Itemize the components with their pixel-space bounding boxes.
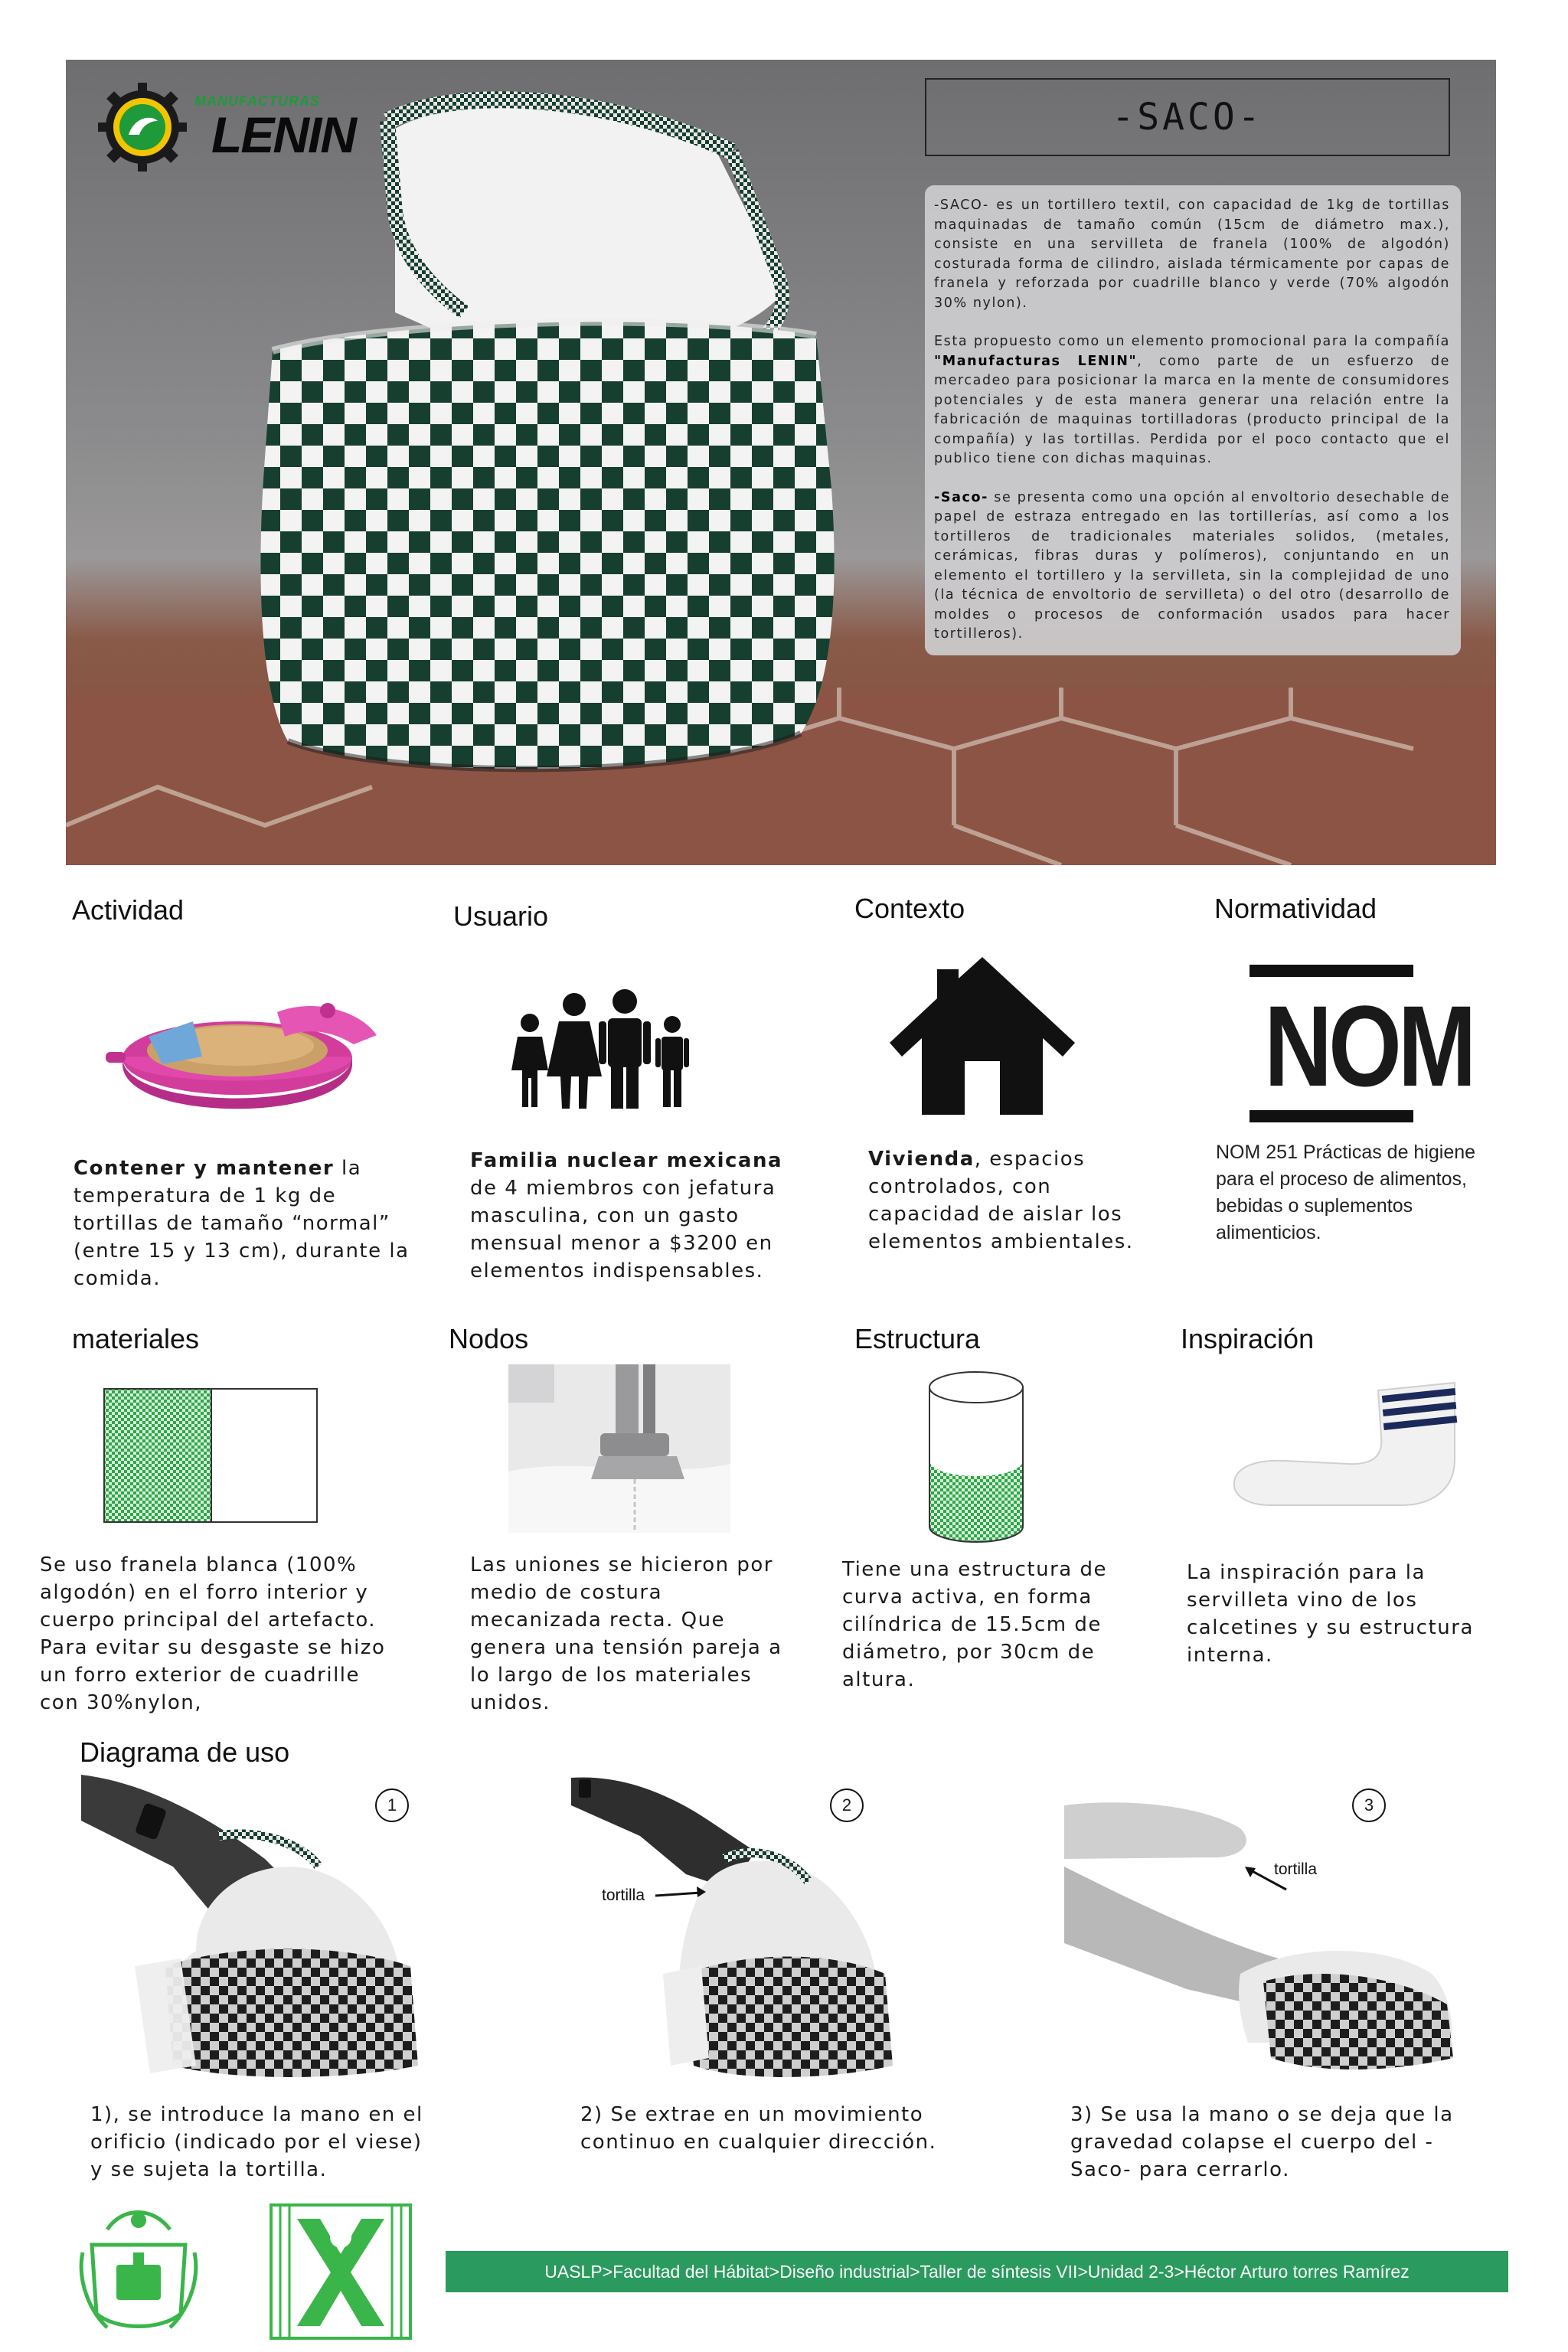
heading-materiales: materiales	[72, 1323, 200, 1354]
text-estructura: Tiene una estructura de curva activa, en forma cilíndrica de 15.5cm de diámetro, por 30cm de altura.	[842, 1558, 1107, 1691]
logo-small-text: MANUFACTURAS	[194, 93, 320, 109]
lenin-logo	[96, 72, 357, 194]
text-normatividad: NOM 251 Prácticas de higiene para el proceso de alimentos, bebidas o suplementos alimenticios.	[1216, 1142, 1476, 1243]
hero-photo	[66, 60, 1496, 865]
pink-tortillero-image	[101, 966, 377, 1132]
habitat-faculty-logo	[270, 2203, 412, 2340]
step-3-text: 3) Se usa la mano o se deja que la gravedad colapse el cuerpo del -Saco- para cerrarlo.	[1070, 2103, 1454, 2181]
step-2-text: 2) Se extrae en un movimiento continuo en cualquier dirección.	[580, 2103, 937, 2154]
gear-logo-icon	[96, 81, 188, 173]
logo-name-text: LENIN	[211, 106, 355, 163]
uaslp-crest-logo	[77, 2199, 201, 2335]
text-contexto: Vivienda, espacios controlados, con capacidad de aislar los elementos ambientales.	[868, 1148, 1134, 1253]
description-paragraph-3: -Saco- se presenta como una opción al envoltorio desechable de papel de estraza entregado en las tortillerías, así como a los tortilleros de tradicionales materiales solidos, (metales, cerámicas, fibras duras y polímeros), conjuntando en un elemento el tortillero y la servilleta, sin la complejidad de uno (la técnica de envoltorio de servilleta) o del otro (desarrollo de moldes o procesos de conformación usados para hacer tortilleros).	[934, 489, 1450, 642]
footer-breadcrumb: UASLP>Facultad del Hábitat>Diseño industrial>Taller de síntesis VII>Unidad 2-3>Héctor Arturo torres Ramírez	[544, 2261, 1410, 2282]
heading-contexto: Contexto	[854, 893, 965, 924]
sewing-machine-photo	[508, 1364, 730, 1533]
heading-usuario: Usuario	[453, 900, 549, 932]
nom-logo	[1250, 965, 1473, 1122]
family-icon	[507, 988, 698, 1110]
heading-nodos: Nodos	[449, 1323, 529, 1354]
heading-estructura: Estructura	[854, 1323, 981, 1354]
footer-breadcrumb-bar	[446, 2251, 1508, 2292]
cylinder-structure-icon	[925, 1369, 1027, 1547]
step-1-text: 1), se introduce la mano en el orificio (indicado por el viese) y se sujeta la tortilla.	[90, 2103, 423, 2181]
text-inspiracion: La inspiración para la servilleta vino de los calcetines y su estructura interna.	[1187, 1561, 1474, 1667]
step-1-photo	[81, 1775, 435, 2081]
step-2-photo	[571, 1775, 908, 2081]
description-paragraph-2: Esta propuesto como un elemento promocional para la compañía "Manufacturas LENIN", como parte de un esfuerzo de mercadeo para posicionar la marca en la mente de consumidores potenciales y de esta manera generar una relación entre la fabricación de maquinas tortilladoras (producto principal de la compañía) y las tortillas. Perdida por el poco contacto que el publico tiene con dichas maquinas.	[934, 334, 1450, 466]
heading-diagrama-de-uso: Diagrama de uso	[80, 1736, 290, 1768]
text-usuario: Familia nuclear mexicana de 4 miembros con jefatura masculina, con un gasto mensual menor a $3200 en elementos indispensables.	[470, 1149, 783, 1282]
step-1-number: 1	[375, 1788, 409, 1822]
heading-inspiracion: Inspiración	[1181, 1323, 1315, 1354]
title-box	[925, 78, 1450, 156]
description-box	[925, 185, 1461, 655]
heading-normatividad: Normatividad	[1214, 893, 1377, 924]
heading-actividad: Actividad	[72, 894, 185, 926]
text-nodos: Las uniones se hicieron por medio de costura mecanizada recta. Que genera una tensión pareja a lo largo de los materiales unidos.	[470, 1553, 782, 1714]
step-2-tortilla-label: tortilla	[602, 1886, 645, 1904]
sock-image	[1225, 1375, 1475, 1513]
page-title: -SACO-	[1112, 96, 1263, 139]
text-actividad: Contener y mantener la temperatura de 1 kg de tortillas de tamaño “normal” (entre 15 y 13 cm), durante la comida.	[74, 1157, 410, 1290]
step-3-tortilla-label: tortilla	[1274, 1860, 1318, 1878]
nom-logo-text: NOM	[1264, 982, 1473, 1110]
material-swatches	[103, 1387, 318, 1524]
house-icon	[884, 952, 1081, 1118]
step-2-number: 2	[830, 1788, 864, 1822]
description-paragraph-1: -SACO- es un tortillero textil, con capacidad de 1kg de tortillas maquinadas de tamaño común (15cm de diámetro max.), consiste en una servilleta de franela (100% de algodón) costurada forma de cilindro, aislada térmicamente por capas de franela y reforzada por cuadrille blanco y verde (70% algodón 30% nylon).	[934, 198, 1450, 311]
step-3-number: 3	[1352, 1788, 1386, 1822]
text-materiales: Se uso franela blanca (100% algodón) en el forro interior y cuerpo principal del artefacto. Para evitar su desgaste se hizo un forro exterior de cuadrille con 30%nylon,	[40, 1553, 386, 1714]
step-3-photo	[1064, 1790, 1462, 2073]
